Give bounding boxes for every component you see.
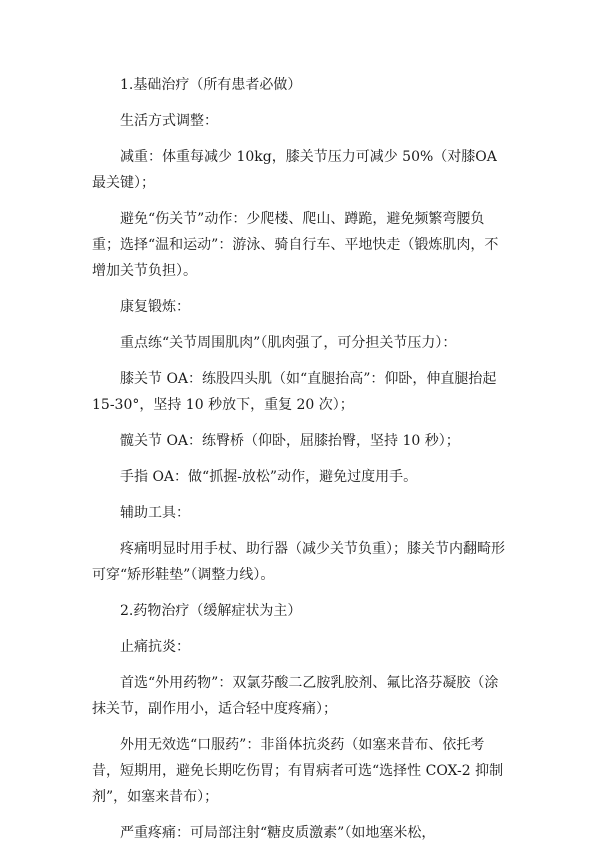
- paragraph-knee-oa: 膝关节 OA：练股四头肌（如“直腿抬高”：仰卧，伸直腿抬起 15-30°，坚持 10 秒放下，重复 20 次）；: [92, 371, 497, 413]
- paragraph-weight-loss: 减重：体重每减少 10kg，膝关节压力可减少 50%（对膝OA 最关键）；: [92, 149, 497, 191]
- subheading-aids: 辅助工具：: [120, 505, 190, 521]
- paragraph-walking-aids: 疼痛明显时用手杖、助行器（减少关节负重）；膝关节内翻畸形可穿“矫形鞋垫”（调整力线）。: [92, 541, 505, 583]
- paragraph-avoid-harm: 避免“伤关节”动作：少爬楼、爬山、蹲跪，避免频繁弯腰负重；选择“温和运动”：游泳、骑自行车、平地快走（锻炼肌肉，不增加关节负担）。: [92, 211, 499, 279]
- paragraph-muscle-focus: 重点练“关节周围肌肉”（肌肉强了，可分担关节压力）：: [120, 335, 457, 351]
- paragraph-finger-oa: 手指 OA：做“抓握-放松”动作，避免过度用手。: [120, 469, 418, 485]
- subheading-analgesia: 止痛抗炎：: [120, 639, 190, 655]
- subheading-rehab: 康复锻炼：: [120, 299, 190, 315]
- paragraph-hip-oa: 髋关节 OA：练臀桥（仰卧，屈膝抬臀，坚持 10 秒）；: [120, 433, 460, 449]
- paragraph-oral-drugs: 外用无效选“口服药”：非甾体抗炎药（如塞来昔布、依托考昔，短期用，避免长期吃伤胃；有胃病者可选“选择性 COX-2 抑制剂”，如塞来昔布）；: [92, 737, 504, 805]
- subheading-lifestyle: 生活方式调整：: [120, 113, 218, 129]
- section-heading-basic-treatment: 1.基础治疗（所有患者必做）: [120, 77, 302, 93]
- paragraph-severe-pain: 严重疼痛：可局部注射“糖皮质激素”（如地塞米松，: [120, 825, 436, 841]
- paragraph-topical-drugs: 首选“外用药物”：双氯芬酸二乙胺乳胶剂、氟比洛芬凝胶（涂抹关节，副作用小，适合轻中度疼痛）；: [92, 675, 499, 717]
- section-heading-drug-treatment: 2.药物治疗（缓解症状为主）: [120, 603, 302, 619]
- document-body: [92, 72, 506, 856]
